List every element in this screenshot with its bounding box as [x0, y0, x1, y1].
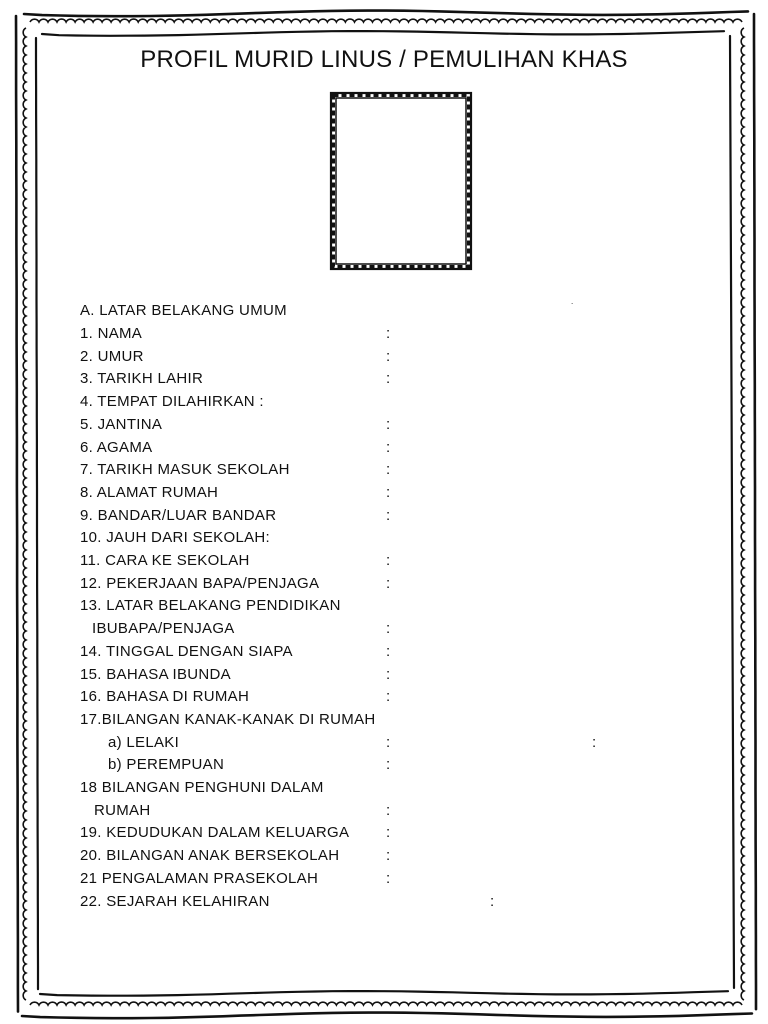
field-colon: :: [386, 620, 391, 638]
field-colon: :: [490, 892, 495, 910]
field-label: 20. BILANGAN ANAK BERSEKOLAH: [80, 847, 340, 865]
field-label: RUMAH: [94, 801, 151, 819]
field-label: 13. LATAR BELAKANG PENDIDIKAN: [80, 597, 341, 615]
stray-mark: .: [571, 297, 574, 306]
field-colon: :: [386, 756, 391, 774]
field-colon: :: [386, 665, 391, 683]
field-label: 7. TARIKH MASUK SEKOLAH: [80, 461, 290, 479]
field-colon: :: [386, 347, 391, 365]
field-label: 14. TINGGAL DENGAN SIAPA: [80, 642, 293, 660]
field-label: 11. CARA KE SEKOLAH: [80, 552, 250, 569]
field-colon: :: [386, 733, 391, 751]
field-label: 8. ALAMAT RUMAH: [80, 483, 219, 501]
field-label: IBUBAPA/PENJAGA: [92, 620, 235, 638]
field-colon: :: [386, 461, 391, 479]
field-colon: :: [386, 688, 391, 706]
field-label: 16. BAHASA DI RUMAH: [80, 688, 250, 706]
page-title: PROFIL MURID LINUS / PEMULIHAN KHAS: [140, 46, 628, 73]
field-colon: :: [386, 847, 391, 865]
field-label: 1. NAMA: [80, 325, 143, 342]
field-colon: :: [386, 325, 391, 342]
field-colon: :: [386, 438, 391, 456]
section-heading: A. LATAR BELAKANG UMUM: [80, 302, 287, 319]
field-colon: :: [386, 415, 391, 433]
field-label: 21 PENGALAMAN PRASEKOLAH: [80, 869, 319, 887]
field-label: 22. SEJARAH KELAHIRAN: [80, 892, 270, 910]
field-colon: :: [386, 370, 391, 388]
field-label: 3. TARIKH LAHIR: [80, 370, 204, 388]
field-label: 6. AGAMA: [80, 438, 153, 456]
field-colon-secondary: :: [592, 733, 597, 751]
photo-frame: [328, 90, 474, 272]
field-colon: :: [386, 642, 391, 660]
field-label: 9. BANDAR/LUAR BANDAR: [80, 506, 277, 524]
field-label: 12. PEKERJAAN BAPA/PENJAGA: [80, 574, 320, 592]
field-label: 19. KEDUDUKAN DALAM KELUARGA: [80, 824, 350, 842]
field-label: 17.BILANGAN KANAK-KANAK DI RUMAH: [80, 710, 376, 728]
field-label: 2. UMUR: [80, 347, 144, 365]
field-label: 5. JANTINA: [80, 415, 163, 433]
field-colon: :: [386, 506, 391, 524]
field-label: 18 BILANGAN PENGHUNI DALAM: [80, 779, 324, 796]
field-label: a) LELAKI: [108, 733, 180, 751]
field-colon: :: [386, 801, 391, 819]
field-colon: :: [386, 483, 391, 501]
field-label: b) PEREMPUAN: [108, 756, 225, 774]
field-colon: :: [386, 552, 391, 569]
field-label: 4. TEMPAT DILAHIRKAN :: [80, 393, 264, 411]
field-colon: :: [386, 574, 391, 592]
field-colon: :: [386, 869, 391, 887]
field-colon: :: [386, 824, 391, 842]
field-label: 10. JAUH DARI SEKOLAH:: [80, 529, 270, 547]
field-label: 15. BAHASA IBUNDA: [80, 665, 231, 683]
